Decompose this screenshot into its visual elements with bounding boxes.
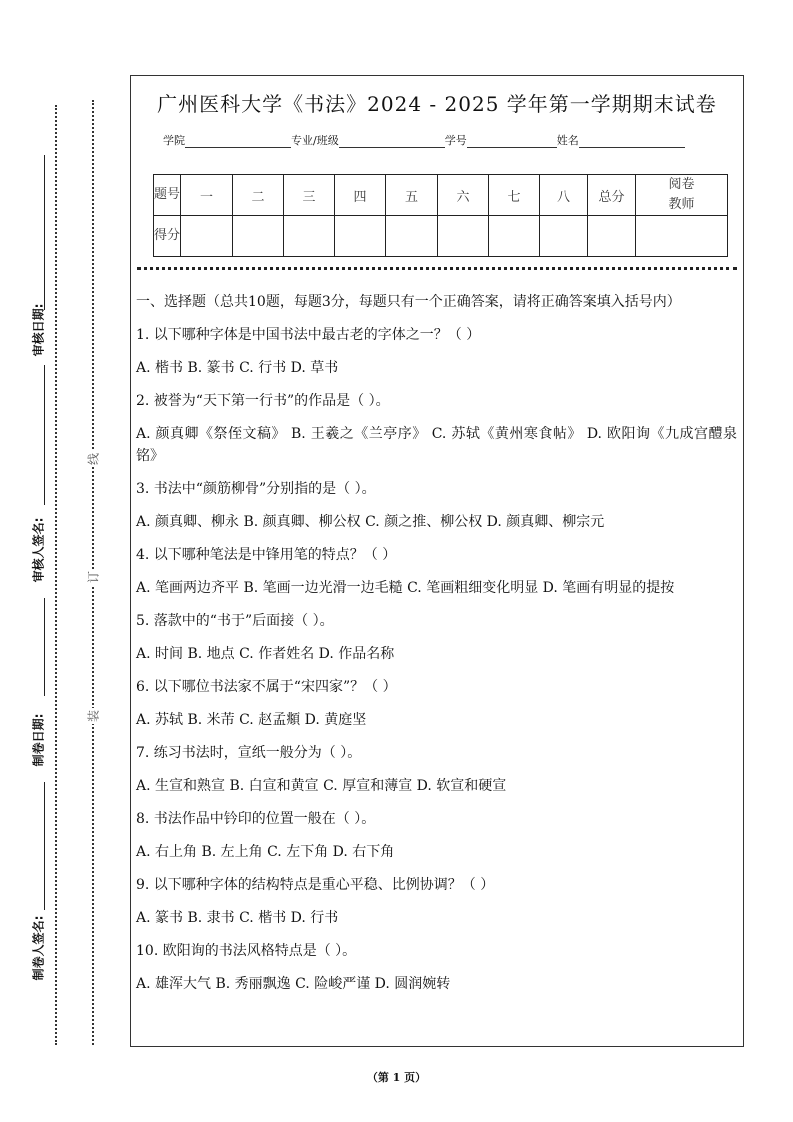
section-heading: 一、选择题（总共10题，每题3分，每题只有一个正确答案，请将正确答案填入括号内）	[136, 294, 681, 310]
review-date-label: 审核日期:	[31, 303, 46, 357]
signature-line	[44, 365, 45, 505]
page-number: （第 1 页）	[366, 1071, 427, 1084]
college-field[interactable]	[185, 135, 291, 148]
reviewer-sign-label: 审核人签名:	[31, 517, 46, 583]
score-cell	[181, 216, 233, 257]
question-options: A. 颜真卿、柳永 B. 颜真卿、柳公权 C. 颜之推、柳公权 D. 颜真卿、柳宗元	[136, 514, 605, 530]
question-options: A. 笔画两边齐平 B. 笔画一边光滑一边毛糙 C. 笔画粗细变化明显 D. 笔画有明显的提按	[136, 580, 675, 596]
question-text: 1. 以下哪种字体是中国书法中最古老的字体之一？（ ）	[136, 327, 481, 343]
score-cell	[636, 216, 728, 257]
score-cell	[588, 216, 636, 257]
question-options: A. 颜真卿《祭侄文稿》 B. 王羲之《兰亭序》 C. 苏轼《黄州寒食帖》 D. 欧阳询《九成宫醴泉铭》	[136, 426, 737, 464]
name-field[interactable]	[579, 135, 685, 148]
question-text: 3. 书法中“颜筋柳骨”分别指的是（ ）。	[136, 481, 376, 497]
score-cell	[540, 216, 588, 257]
row-label: 题号	[154, 175, 181, 216]
question-text: 7. 练习书法时，宣纸一般分为（ ）。	[136, 745, 362, 761]
exam-frame	[130, 75, 744, 1047]
make-date-label: 制卷日期:	[31, 713, 46, 767]
question-section	[136, 291, 737, 1006]
question-text: 10. 欧阳询的书法风格特点是（ ）。	[136, 943, 357, 959]
score-cell	[284, 216, 335, 257]
score-cell	[489, 216, 540, 257]
student-id-field[interactable]	[467, 135, 557, 148]
exam-title: 广州医科大学《书法》2024 - 2025 学年第一学期期末试卷	[157, 92, 717, 116]
section-divider	[137, 267, 737, 270]
column-header: 总分	[588, 175, 636, 216]
question-text: 8. 书法作品中钤印的位置一般在（ ）。	[136, 811, 376, 827]
cut-mark-ding: 订	[86, 570, 101, 584]
major-class-field[interactable]	[339, 135, 445, 148]
signature-line	[44, 155, 45, 310]
question-options: A. 楷书 B. 篆书 C. 行书 D. 草书	[136, 360, 339, 376]
signature-line	[44, 598, 45, 696]
column-header: 八	[540, 175, 588, 216]
question-text: 2. 被誉为“天下第一行书”的作品是（ ）。	[136, 393, 390, 409]
binding-dotted-line	[55, 105, 57, 1045]
field-label: 学院	[163, 134, 185, 147]
score-cell	[335, 216, 386, 257]
score-cell	[386, 216, 438, 257]
question-options: A. 苏轼 B. 米芾 C. 赵孟頫 D. 黄庭坚	[136, 712, 367, 728]
cut-mark-zhuang: 装	[86, 709, 101, 723]
cut-mark-line: 线	[86, 452, 101, 466]
question-options: A. 雄浑大气 B. 秀丽飘逸 C. 险峻严谨 D. 圆润婉转	[136, 976, 451, 992]
column-header: 五	[386, 175, 438, 216]
field-label: 学号	[444, 134, 467, 147]
question-options: A. 右上角 B. 左上角 C. 左下角 D. 右下角	[136, 844, 395, 860]
column-header: 阅卷教师	[636, 175, 728, 216]
column-header: 一	[181, 175, 233, 216]
question-text: 4. 以下哪种笔法是中锋用笔的特点？（ ）	[136, 547, 397, 563]
column-header: 四	[335, 175, 386, 216]
maker-sign-label: 制卷人签名:	[31, 915, 46, 981]
student-info	[163, 132, 685, 148]
column-header: 三	[284, 175, 335, 216]
score-table	[153, 174, 728, 257]
column-header: 六	[438, 175, 489, 216]
row-label: 得分	[154, 216, 181, 257]
score-cell	[233, 216, 284, 257]
question-options: A. 篆书 B. 隶书 C. 楷书 D. 行书	[136, 910, 339, 926]
question-options: A. 生宣和熟宣 B. 白宣和黄宣 C. 厚宣和薄宣 D. 软宣和硬宣	[136, 778, 507, 794]
field-label: 专业/班级	[291, 134, 339, 147]
question-text: 6. 以下哪位书法家不属于“宋四家”？（ ）	[136, 679, 397, 695]
signature-line	[44, 782, 45, 910]
question-text: 5. 落款中的“书于”后面接（ ）。	[136, 613, 334, 629]
score-cell	[438, 216, 489, 257]
question-options: A. 时间 B. 地点 C. 作者姓名 D. 作品名称	[136, 646, 395, 662]
column-header: 七	[489, 175, 540, 216]
field-label: 姓名	[556, 134, 579, 147]
question-text: 9. 以下哪种字体的结构特点是重心平稳、比例协调？（ ）	[136, 877, 495, 893]
column-header: 二	[233, 175, 284, 216]
